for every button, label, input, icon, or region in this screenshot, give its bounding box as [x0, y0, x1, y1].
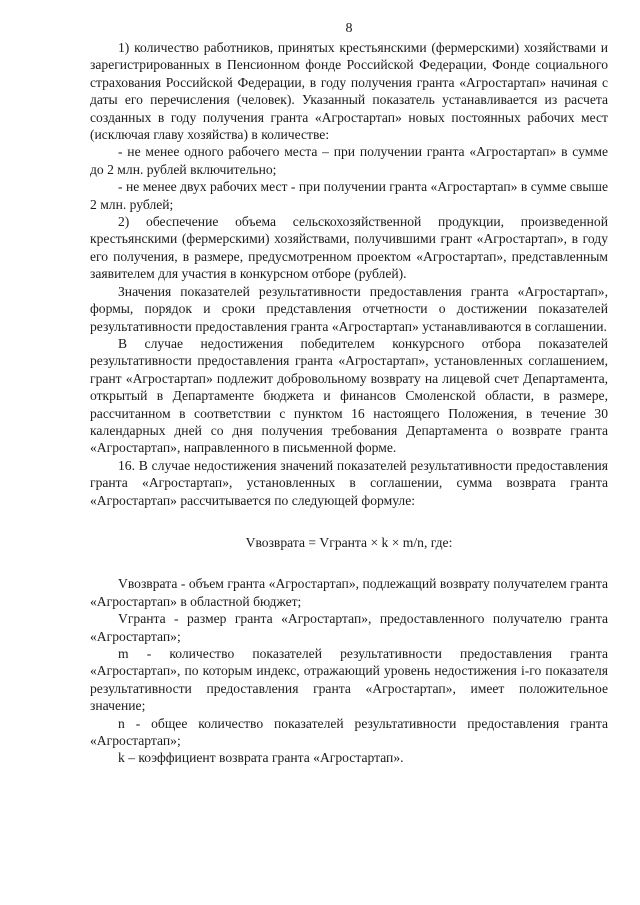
definition-m: m - количество показателей результативности предоставления гранта «Агростартап», по которым индекс, отражающий уровень недостижения i-го показателя результативности предоставления гранта «Агростартап», имеет положительное значение;	[90, 646, 608, 714]
paragraph-indicator-values: Значения показателей результативности предоставления гранта «Агростартап», формы, порядок и сроки представления отчетности о достижении показателей результативности предоставления гранта «Агростартап» устанавливаются в соглашении.	[90, 283, 608, 334]
definition-v-return: Vвозврата - объем гранта «Агростартап», подлежащий возврату получателем гранта «Агростартап» в областной бюджет;	[90, 576, 608, 609]
page-number: 8	[345, 21, 353, 36]
definition-k: k – коэффициент возврата гранта «Агростартап».	[118, 750, 404, 766]
paragraph-return-case: В случае недостижения победителем конкурсного отбора показателей результативности предоставления гранта «Агростартап», установленных соглашением, грант «Агростартап» подлежит добровольному возврату на лицевой счет Департамента, открытый в Департаменте бюджета и финансов Смоленской области, в размере, рассчитанном в соответствии с пунктом 16 настоящего Положения, в течение 30 календарных дней со дня получения требования Департамента о возврате гранта «Агростартап», направленного в письменной форме.	[90, 335, 608, 456]
definition-v-grant: Vгранта - размер гранта «Агростартап», предоставленного получателю гранта «Агростартап»;	[90, 611, 608, 644]
paragraph-indicator-2: 2) обеспечение объема сельскохозяйственной продукции, произведенной крестьянскими (фермерскими) хозяйствами, получившими грант «Агростартап», в году его получения, в размере, предусмотренном проектом «Агростартап», представленным заявителем для участия в конкурсном отборе (рублей).	[90, 214, 608, 282]
paragraph-one-job: - не менее одного рабочего места – при получении гранта «Агростартап» в сумме до 2 млн. рублей включительно;	[90, 144, 608, 177]
paragraph-two-jobs: - не менее двух рабочих мест - при получении гранта «Агростартап» в сумме свыше 2 млн. рублей;	[90, 179, 608, 212]
definition-n: n - общее количество показателей результативности предоставления гранта «Агростартап»;	[90, 715, 608, 749]
paragraph-indicator-1: 1) количество работников, принятых крестьянскими (фермерскими) хозяйствами и зарегистрированных в Пенсионном фонде Российской Федерации, Фонде социального страхования Российской Федерации, в году получения гранта «Агростартап» начиная с даты его перечисления (человек). Указанный показатель устанавливается из расчета созданных в году получения гранта «Агростартап» новых постоянных рабочих мест (исключая главу хозяйства) в количестве:	[90, 40, 608, 143]
return-formula: Vвозврата = Vгранта × k × m/n, где:	[245, 534, 453, 550]
paragraph-clause-16: 16. В случае недостижения значений показателей результативности предоставления гранта «Агростартап», установленных в соглашении, сумма возврата гранта «Агростартап» рассчитывается по следующей формуле:	[90, 457, 608, 508]
